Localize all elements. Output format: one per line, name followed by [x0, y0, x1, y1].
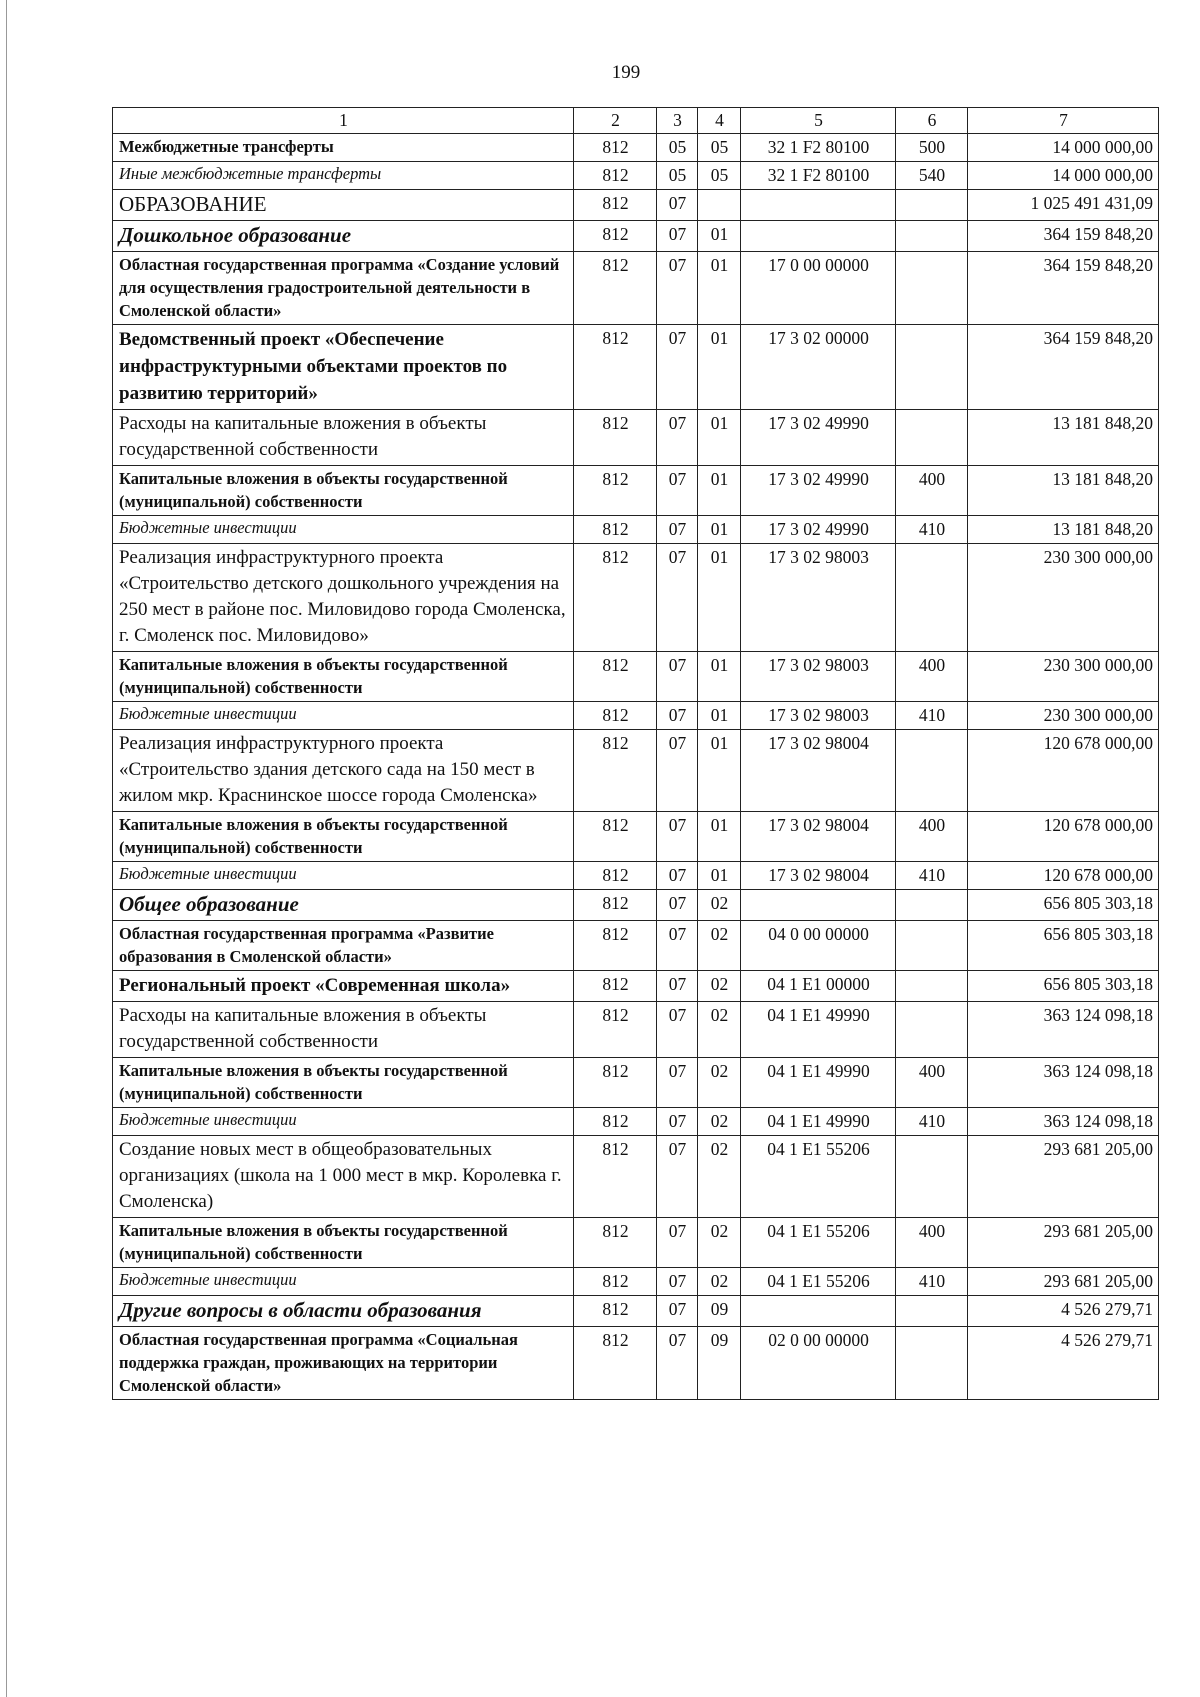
target-article-cell: 17 3 02 00000 [741, 325, 896, 410]
subsection-code-cell: 09 [698, 1327, 741, 1400]
section-code-cell: 07 [657, 890, 698, 921]
ministry-code-cell: 812 [574, 1002, 657, 1058]
expense-type-cell: 400 [896, 812, 968, 862]
row-name-cell: Региональный проект «Современная школа» [113, 971, 574, 1002]
subsection-code-cell: 01 [698, 730, 741, 812]
ministry-code-cell: 812 [574, 221, 657, 252]
expense-type-cell: 400 [896, 1058, 968, 1108]
ministry-code-cell: 812 [574, 410, 657, 466]
subsection-code-cell: 01 [698, 325, 741, 410]
expense-type-cell [896, 1296, 968, 1327]
subsection-code-cell: 01 [698, 221, 741, 252]
ministry-code-cell: 812 [574, 862, 657, 890]
ministry-code-cell: 812 [574, 1296, 657, 1327]
expense-type-cell [896, 921, 968, 971]
target-article-cell: 32 1 F2 80100 [741, 162, 896, 190]
ministry-code-cell: 812 [574, 1218, 657, 1268]
table-row [113, 410, 1159, 466]
row-name-cell: Бюджетные инвестиции [113, 702, 574, 730]
subsection-code-cell: 01 [698, 702, 741, 730]
ministry-code-cell: 812 [574, 1108, 657, 1136]
table-row [113, 544, 1159, 652]
target-article-cell: 04 1 E1 49990 [741, 1002, 896, 1058]
section-code-cell: 07 [657, 221, 698, 252]
target-article-cell: 04 1 E1 55206 [741, 1218, 896, 1268]
table-body [113, 108, 1159, 1400]
section-code-cell: 07 [657, 1108, 698, 1136]
amount-cell: 13 181 848,20 [968, 516, 1159, 544]
amount-cell: 230 300 000,00 [968, 544, 1159, 652]
row-name-cell: Расходы на капитальные вложения в объекты государственной собственности [113, 1002, 574, 1058]
expense-type-cell: 540 [896, 162, 968, 190]
target-article-cell [741, 1296, 896, 1327]
section-code-cell: 07 [657, 862, 698, 890]
target-article-cell: 17 3 02 49990 [741, 516, 896, 544]
amount-cell: 364 159 848,20 [968, 221, 1159, 252]
table-row [113, 1327, 1159, 1400]
header-cell-7: 7 [968, 108, 1159, 134]
section-code-cell: 07 [657, 730, 698, 812]
scan-edge-line [6, 0, 7, 1697]
amount-cell: 363 124 098,18 [968, 1002, 1159, 1058]
row-name-cell: Областная государственная программа «Развитие образования в Смоленской области» [113, 921, 574, 971]
section-code-cell: 07 [657, 252, 698, 325]
row-name-cell: Межбюджетные трансферты [113, 134, 574, 162]
table-row [113, 1002, 1159, 1058]
ministry-code-cell: 812 [574, 516, 657, 544]
table-row [113, 971, 1159, 1002]
row-name-cell: Реализация инфраструктурного проекта «Строительство здания детского сада на 150 мест в жилом мкр. Краснинское шоссе города Смоленска» [113, 730, 574, 812]
row-name-cell: Капитальные вложения в объекты государственной (муниципальной) собственности [113, 1218, 574, 1268]
expense-type-cell [896, 1136, 968, 1218]
subsection-code-cell: 02 [698, 1058, 741, 1108]
budget-table [112, 107, 1159, 1400]
section-code-cell: 07 [657, 1002, 698, 1058]
ministry-code-cell: 812 [574, 466, 657, 516]
subsection-code-cell: 02 [698, 1002, 741, 1058]
header-cell-5: 5 [741, 108, 896, 134]
expense-type-cell: 500 [896, 134, 968, 162]
amount-cell: 364 159 848,20 [968, 252, 1159, 325]
section-code-cell: 07 [657, 325, 698, 410]
subsection-code-cell: 02 [698, 921, 741, 971]
ministry-code-cell: 812 [574, 921, 657, 971]
target-article-cell: 04 1 E1 00000 [741, 971, 896, 1002]
row-name-cell: Расходы на капитальные вложения в объекты государственной собственности [113, 410, 574, 466]
target-article-cell [741, 221, 896, 252]
amount-cell: 120 678 000,00 [968, 730, 1159, 812]
amount-cell: 230 300 000,00 [968, 652, 1159, 702]
target-article-cell: 17 3 02 98004 [741, 862, 896, 890]
row-name-cell: Капитальные вложения в объекты государственной (муниципальной) собственности [113, 812, 574, 862]
row-name-cell: Областная государственная программа «Создание условий для осуществления градостроительной деятельности в Смоленской области» [113, 252, 574, 325]
table-row [113, 862, 1159, 890]
subsection-code-cell: 05 [698, 134, 741, 162]
subsection-code-cell: 01 [698, 252, 741, 325]
table-row [113, 890, 1159, 921]
target-article-cell: 17 3 02 98003 [741, 702, 896, 730]
row-name-cell: Реализация инфраструктурного проекта «Строительство детского дошкольного учреждения на 250 мест в районе пос. Миловидово города Смоленска, г. Смоленск пос. Миловидово» [113, 544, 574, 652]
target-article-cell [741, 890, 896, 921]
row-name-cell: Капитальные вложения в объекты государственной (муниципальной) собственности [113, 466, 574, 516]
table-row [113, 221, 1159, 252]
section-code-cell: 07 [657, 652, 698, 702]
amount-cell: 14 000 000,00 [968, 134, 1159, 162]
ministry-code-cell: 812 [574, 252, 657, 325]
ministry-code-cell: 812 [574, 890, 657, 921]
ministry-code-cell: 812 [574, 812, 657, 862]
ministry-code-cell: 812 [574, 162, 657, 190]
section-code-cell: 07 [657, 1218, 698, 1268]
table-row [113, 1268, 1159, 1296]
row-name-cell: Капитальные вложения в объекты государственной (муниципальной) собственности [113, 652, 574, 702]
target-article-cell: 17 3 02 98003 [741, 544, 896, 652]
expense-type-cell [896, 971, 968, 1002]
header-cell-1: 1 [113, 108, 574, 134]
target-article-cell: 17 3 02 49990 [741, 410, 896, 466]
expense-type-cell [896, 190, 968, 221]
subsection-code-cell: 09 [698, 1296, 741, 1327]
amount-cell: 293 681 205,00 [968, 1268, 1159, 1296]
row-name-cell: Создание новых мест в общеобразовательных организациях (школа на 1 000 мест в мкр. Королевка г. Смоленска) [113, 1136, 574, 1218]
expense-type-cell: 410 [896, 862, 968, 890]
ministry-code-cell: 812 [574, 544, 657, 652]
subsection-code-cell: 01 [698, 812, 741, 862]
expense-type-cell: 410 [896, 702, 968, 730]
amount-cell: 13 181 848,20 [968, 466, 1159, 516]
subsection-code-cell: 02 [698, 1108, 741, 1136]
amount-cell: 363 124 098,18 [968, 1058, 1159, 1108]
ministry-code-cell: 812 [574, 971, 657, 1002]
table-row [113, 466, 1159, 516]
target-article-cell: 17 3 02 49990 [741, 466, 896, 516]
section-code-cell: 07 [657, 921, 698, 971]
ministry-code-cell: 812 [574, 325, 657, 410]
amount-cell: 120 678 000,00 [968, 862, 1159, 890]
section-code-cell: 07 [657, 1296, 698, 1327]
section-code-cell: 07 [657, 1058, 698, 1108]
amount-cell: 230 300 000,00 [968, 702, 1159, 730]
table-row [113, 730, 1159, 812]
ministry-code-cell: 812 [574, 134, 657, 162]
expense-type-cell [896, 544, 968, 652]
row-name-cell: Иные межбюджетные трансферты [113, 162, 574, 190]
amount-cell: 656 805 303,18 [968, 971, 1159, 1002]
table-row [113, 702, 1159, 730]
subsection-code-cell: 02 [698, 890, 741, 921]
page-number: 199 [611, 62, 641, 83]
section-code-cell: 07 [657, 190, 698, 221]
section-code-cell: 07 [657, 1327, 698, 1400]
row-name-cell: Дошкольное образование [113, 221, 574, 252]
table-row [113, 1296, 1159, 1327]
subsection-code-cell: 01 [698, 544, 741, 652]
amount-cell: 4 526 279,71 [968, 1296, 1159, 1327]
expense-type-cell [896, 1002, 968, 1058]
section-code-cell: 07 [657, 466, 698, 516]
expense-type-cell: 410 [896, 516, 968, 544]
header-cell-4: 4 [698, 108, 741, 134]
expense-type-cell: 400 [896, 652, 968, 702]
target-article-cell: 17 0 00 00000 [741, 252, 896, 325]
target-article-cell: 17 3 02 98004 [741, 812, 896, 862]
subsection-code-cell [698, 190, 741, 221]
ministry-code-cell: 812 [574, 190, 657, 221]
table-row [113, 812, 1159, 862]
amount-cell: 363 124 098,18 [968, 1108, 1159, 1136]
expense-type-cell: 400 [896, 466, 968, 516]
subsection-code-cell: 01 [698, 862, 741, 890]
section-code-cell: 07 [657, 812, 698, 862]
amount-cell: 656 805 303,18 [968, 890, 1159, 921]
table-row [113, 252, 1159, 325]
table-row [113, 325, 1159, 410]
amount-cell: 14 000 000,00 [968, 162, 1159, 190]
row-name-cell: Ведомственный проект «Обеспечение инфраструктурными объектами проектов по развитию территорий» [113, 325, 574, 410]
expense-type-cell [896, 730, 968, 812]
expense-type-cell [896, 890, 968, 921]
subsection-code-cell: 01 [698, 652, 741, 702]
row-name-cell: Другие вопросы в области образования [113, 1296, 574, 1327]
ministry-code-cell: 812 [574, 730, 657, 812]
amount-cell: 293 681 205,00 [968, 1136, 1159, 1218]
target-article-cell: 04 1 E1 49990 [741, 1058, 896, 1108]
header-cell-2: 2 [574, 108, 657, 134]
table-row [113, 921, 1159, 971]
row-name-cell: ОБРАЗОВАНИЕ [113, 190, 574, 221]
section-code-cell: 07 [657, 410, 698, 466]
expense-type-cell [896, 325, 968, 410]
table-row [113, 162, 1159, 190]
row-name-cell: Капитальные вложения в объекты государственной (муниципальной) собственности [113, 1058, 574, 1108]
expense-type-cell: 410 [896, 1268, 968, 1296]
section-code-cell: 07 [657, 971, 698, 1002]
ministry-code-cell: 812 [574, 1327, 657, 1400]
table-row [113, 134, 1159, 162]
section-code-cell: 05 [657, 162, 698, 190]
target-article-cell: 02 0 00 00000 [741, 1327, 896, 1400]
table-row [113, 652, 1159, 702]
row-name-cell: Общее образование [113, 890, 574, 921]
expense-type-cell [896, 221, 968, 252]
target-article-cell [741, 190, 896, 221]
section-code-cell: 07 [657, 702, 698, 730]
ministry-code-cell: 812 [574, 652, 657, 702]
amount-cell: 656 805 303,18 [968, 921, 1159, 971]
table-row [113, 516, 1159, 544]
target-article-cell: 17 3 02 98003 [741, 652, 896, 702]
section-code-cell: 07 [657, 1136, 698, 1218]
section-code-cell: 07 [657, 544, 698, 652]
subsection-code-cell: 01 [698, 516, 741, 544]
amount-cell: 364 159 848,20 [968, 325, 1159, 410]
subsection-code-cell: 01 [698, 410, 741, 466]
amount-cell: 120 678 000,00 [968, 812, 1159, 862]
row-name-cell: Бюджетные инвестиции [113, 516, 574, 544]
table-row [113, 1108, 1159, 1136]
section-code-cell: 07 [657, 1268, 698, 1296]
amount-cell: 293 681 205,00 [968, 1218, 1159, 1268]
header-cell-3: 3 [657, 108, 698, 134]
target-article-cell: 04 0 00 00000 [741, 921, 896, 971]
ministry-code-cell: 812 [574, 1268, 657, 1296]
target-article-cell: 04 1 E1 49990 [741, 1108, 896, 1136]
expense-type-cell: 400 [896, 1218, 968, 1268]
expense-type-cell: 410 [896, 1108, 968, 1136]
subsection-code-cell: 02 [698, 1268, 741, 1296]
row-name-cell: Областная государственная программа «Социальная поддержка граждан, проживающих на территории Смоленской области» [113, 1327, 574, 1400]
ministry-code-cell: 812 [574, 1058, 657, 1108]
target-article-cell: 04 1 E1 55206 [741, 1268, 896, 1296]
target-article-cell: 32 1 F2 80100 [741, 134, 896, 162]
amount-cell: 1 025 491 431,09 [968, 190, 1159, 221]
target-article-cell: 04 1 E1 55206 [741, 1136, 896, 1218]
section-code-cell: 07 [657, 516, 698, 544]
row-name-cell: Бюджетные инвестиции [113, 1268, 574, 1296]
subsection-code-cell: 02 [698, 1136, 741, 1218]
expense-type-cell [896, 1327, 968, 1400]
ministry-code-cell: 812 [574, 1136, 657, 1218]
expense-type-cell [896, 410, 968, 466]
amount-cell: 4 526 279,71 [968, 1327, 1159, 1400]
section-code-cell: 05 [657, 134, 698, 162]
table-row [113, 190, 1159, 221]
subsection-code-cell: 01 [698, 466, 741, 516]
header-row [113, 108, 1159, 134]
table-row [113, 1218, 1159, 1268]
subsection-code-cell: 05 [698, 162, 741, 190]
expense-type-cell [896, 252, 968, 325]
header-cell-6: 6 [896, 108, 968, 134]
amount-cell: 13 181 848,20 [968, 410, 1159, 466]
target-article-cell: 17 3 02 98004 [741, 730, 896, 812]
table-row [113, 1058, 1159, 1108]
subsection-code-cell: 02 [698, 1218, 741, 1268]
ministry-code-cell: 812 [574, 702, 657, 730]
table-row [113, 1136, 1159, 1218]
row-name-cell: Бюджетные инвестиции [113, 862, 574, 890]
row-name-cell: Бюджетные инвестиции [113, 1108, 574, 1136]
subsection-code-cell: 02 [698, 971, 741, 1002]
